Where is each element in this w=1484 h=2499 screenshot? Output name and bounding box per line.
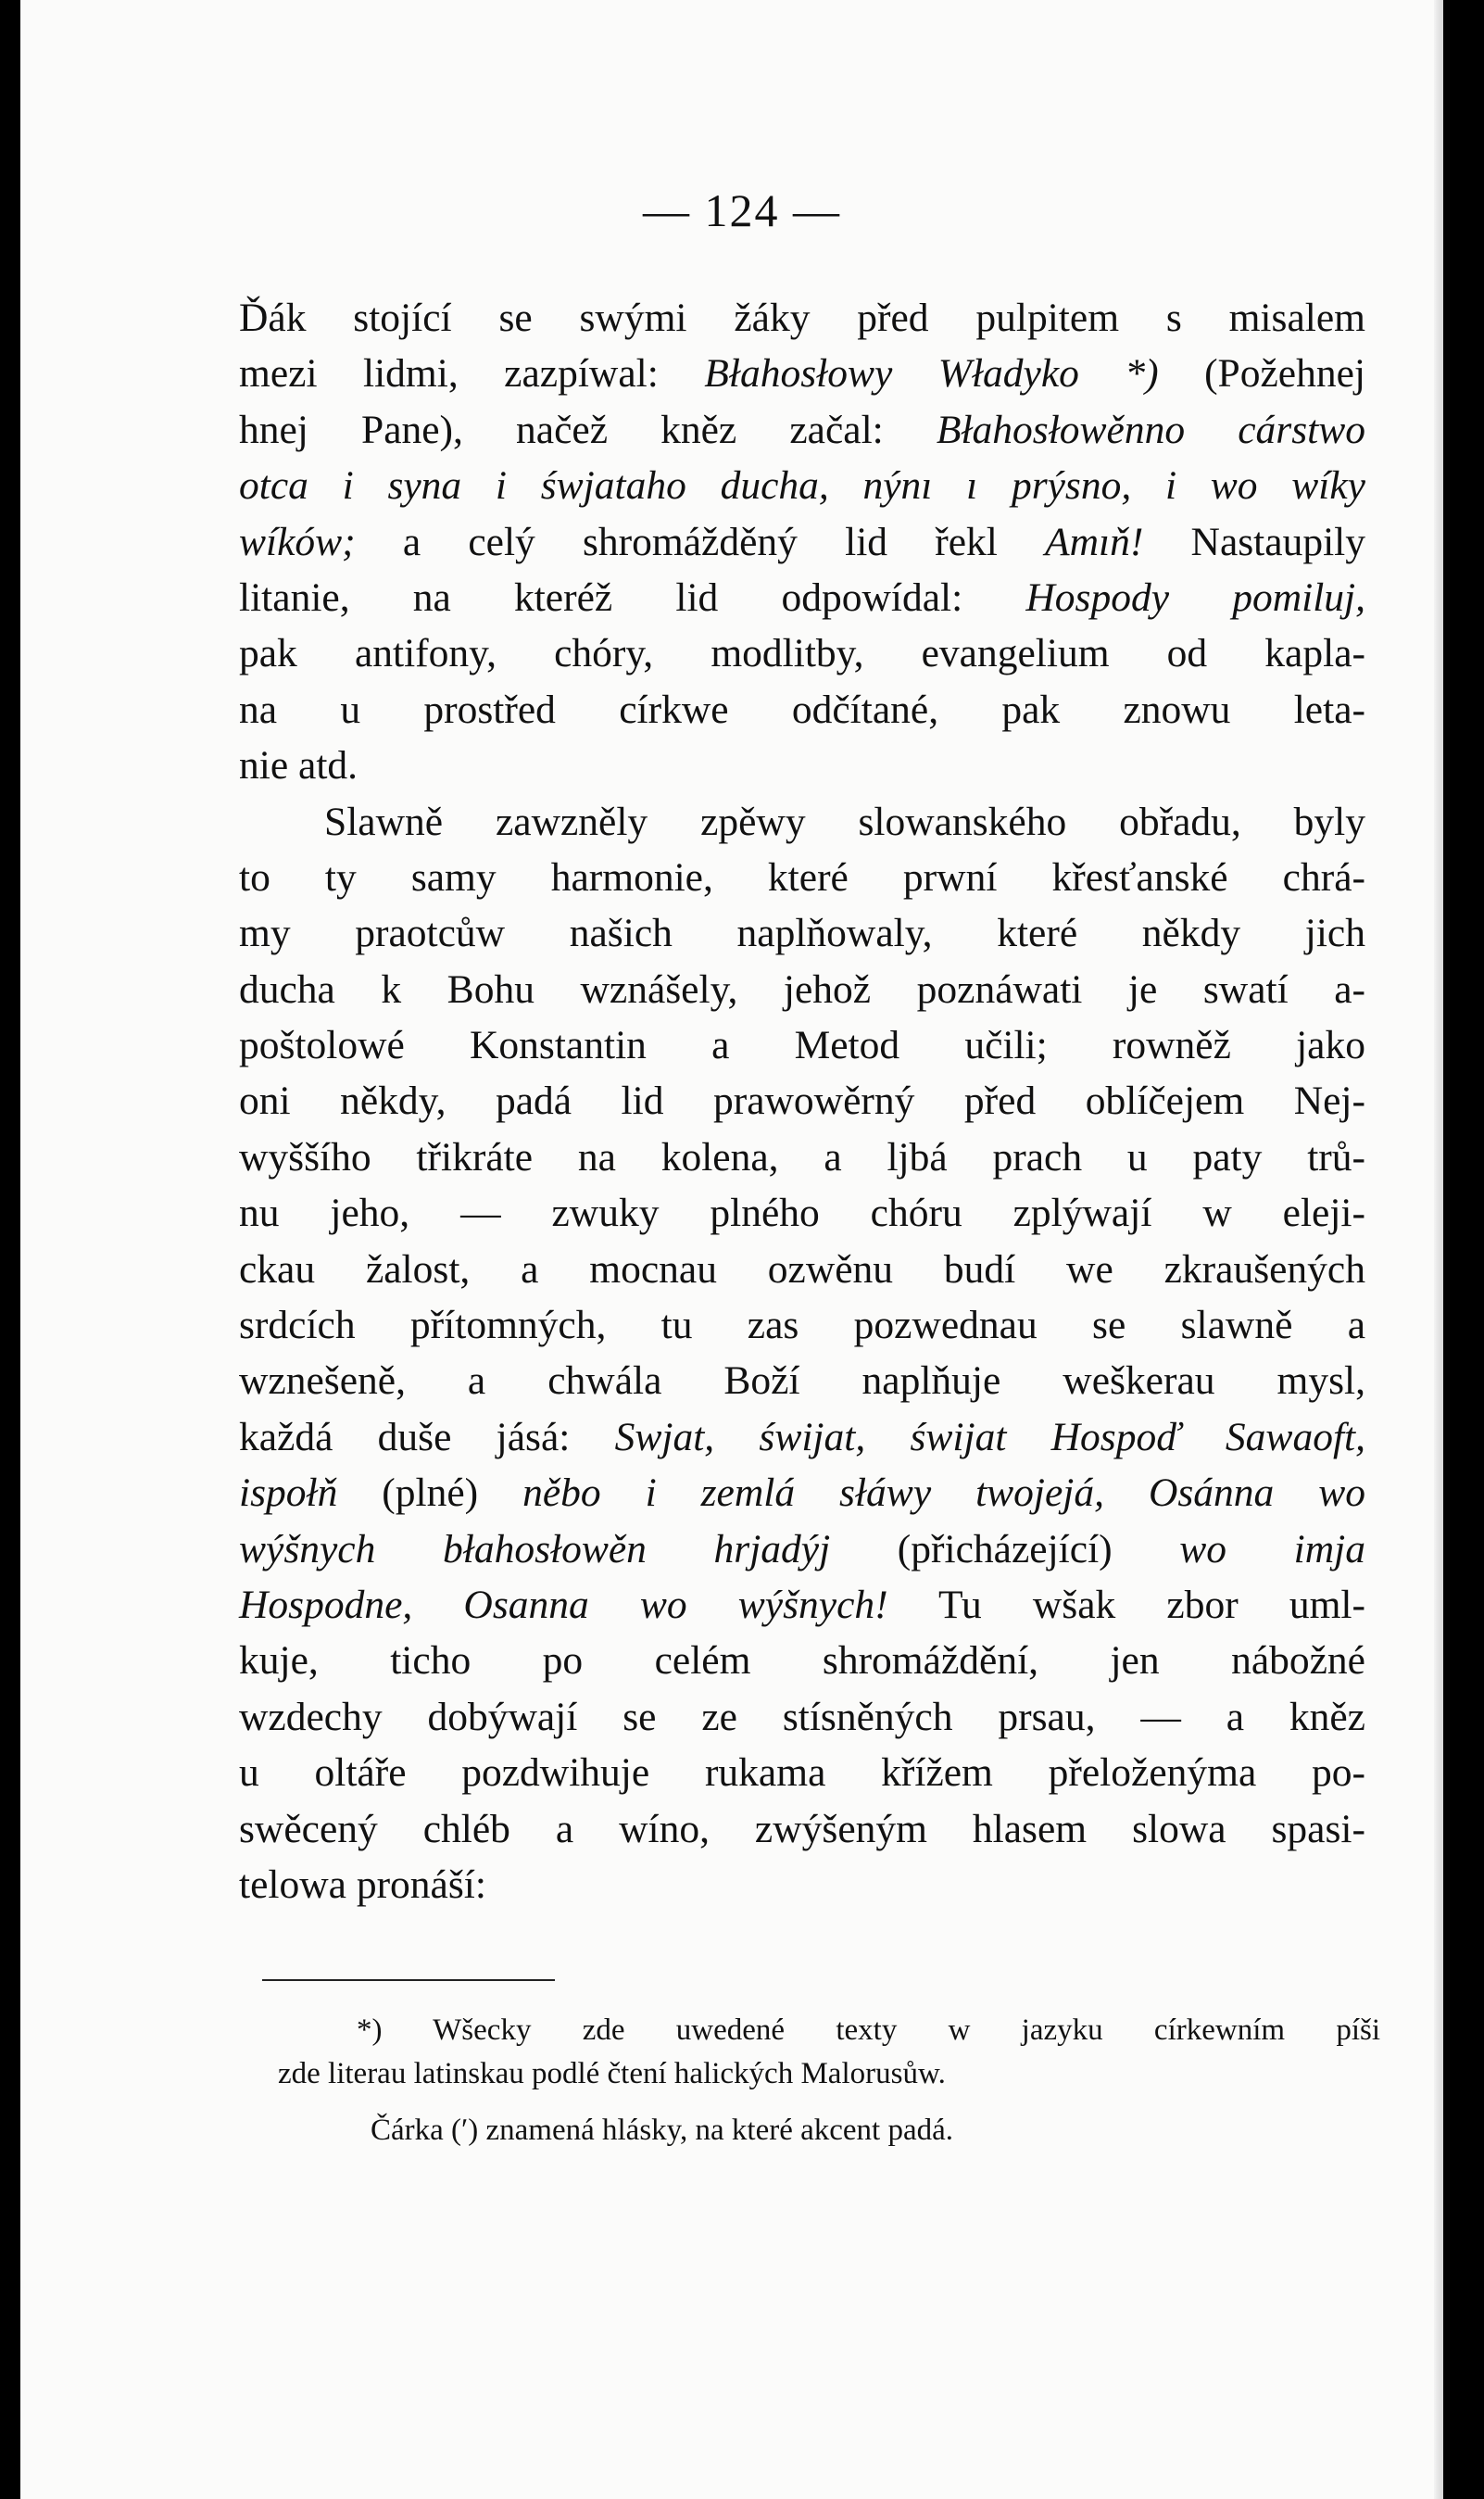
text-span: na u prostřed církwe odčítané, pak znowu leta- [239,687,1365,732]
footnote-line: *) Wšecky zde uwedené texty w jazyku církewním píši [357,2013,1380,2047]
text-line [239,1073,1365,1129]
text-span: Tu wšak zbor uml- [887,1582,1365,1627]
text-span: Nastaupily [1143,519,1365,564]
text-line [239,1857,1365,1912]
text-span: wzdechy dobýwají se ze stísněných prsau, — a kněz [239,1694,1365,1739]
text-line [239,1689,1365,1745]
text-span: u oltáře pozdwihuje rukama křížem přeloženýma po- [239,1750,1365,1796]
text-span: hnej Pane), načež kněz začal: [239,407,937,452]
text-span: nu jeho, — zwuky plného chóru zplýwají w eleji- [239,1191,1365,1236]
text-span: wyššího třikráte na kolena, a ljbá prach u paty trů- [239,1134,1365,1180]
text-line [239,1409,1365,1465]
text-line [239,1633,1365,1688]
footnotes [278,2009,1380,2152]
italic-span: otca i syna i śwjataho ducha, nýnı ı prýsno, i wo wíky [239,463,1365,509]
text-line [239,514,1365,570]
italic-span: něbo i zemlá słáwy twojejá, Osánna wo [522,1470,1365,1516]
italic-span: wýšnych błahosłowěn hrjadýj [239,1526,831,1571]
text-line [239,738,1365,793]
text-line [239,1801,1365,1857]
text-span: (plné) [337,1470,523,1516]
text-line [239,1185,1365,1241]
italic-span: Błahosłowěnno cárstwo [936,407,1365,452]
text-span: ckau žalost, a mocnau ozwěnu budí we zkraušených [239,1246,1365,1292]
text-line [239,402,1365,458]
italic-span: Błahosłowy Władyko *) [704,351,1159,397]
text-span: telowa pronáší: [239,1862,486,1907]
text-span: Slawně zawzněly zpěwy slowanského obřadu, byly [324,799,1365,844]
text-span: to ty samy harmonie, které prwní křesťanské chrá- [239,854,1365,900]
text-span: srdcích přítomných, tu zas pozwednau se slawně a [239,1303,1365,1348]
text-line [239,1745,1365,1800]
italic-span: Hospody pomiluj, [1025,574,1365,620]
text-span: každá duše jásá: [239,1414,615,1459]
text-line [239,794,1365,850]
text-line [239,458,1365,513]
text-span: swěcený chléb a wíno, zwýšeným hlasem slowa spasi- [239,1806,1365,1851]
italic-span: Hospodne, Osanna wo wýšnych! [239,1582,888,1627]
text-span: litanie, na kteréž lid odpowídal: [239,574,1026,620]
text-span: wznešeně, a chwála Boží naplňuje weškerau mysl, [239,1358,1365,1404]
text-line [239,1521,1365,1577]
text-span: my praotcůw našich naplňowaly, které někdy jich [239,911,1365,956]
text-line [239,1297,1365,1353]
italic-span: wo imja [1179,1526,1365,1571]
text-line [239,1130,1365,1185]
text-line [239,850,1365,905]
text-line [239,962,1365,1017]
text-span: a celý shromážděný lid řekl [355,519,1046,564]
text-span: poštolowé Konstantin a Metod učili; rowněž jako [239,1023,1365,1068]
text-span: (Požehnej [1158,351,1366,397]
text-span: kuje, ticho po celém shromáždění, jen nábožné [239,1638,1365,1684]
text-span: nie atd. [239,743,358,789]
text-line [239,682,1365,738]
text-span: ducha k Bohu wznášely, jehož poznáwati je swatí a- [239,966,1365,1012]
text-line [239,1465,1365,1521]
text-line [239,1017,1365,1073]
footnote-line: zde literau latinskau podlé čtení halických Malorusůw. [278,2057,946,2090]
body-text [239,290,1365,1912]
text-line [239,1242,1365,1297]
text-line [239,346,1365,401]
text-line [239,1353,1365,1408]
text-span: pak antifony, chóry, modlitby, evangelium od kapla- [239,631,1365,676]
text-line [239,570,1365,625]
text-line [239,1577,1365,1633]
text-line [239,905,1365,961]
italic-span: Amıň! [1045,519,1144,564]
left-scan-edge [0,0,20,2499]
italic-span: Swjat, świjat, świjat Hospoď Sawaoft, [614,1414,1365,1459]
footnote-rule [262,1979,555,1981]
text-line [239,625,1365,681]
page-number: — 124 — [643,184,841,236]
right-scan-edge [1443,0,1484,2499]
text-span: oni někdy, padá lid prawowěrný před oblíčejem Nej- [239,1079,1365,1124]
italic-span: ispołň [239,1470,338,1516]
footnote-line: Čárka (ʹ) znamená hlásky, na které akcent padá. [371,2114,954,2147]
text-span: (přicházející) [830,1526,1180,1571]
text-span: Ďák stojící se swými žáky před pulpitem s misalem [239,296,1365,340]
text-line [239,290,1365,346]
text-span: mezi lidmi, zazpíwal: [239,351,705,397]
italic-span: wíków; [239,519,356,564]
